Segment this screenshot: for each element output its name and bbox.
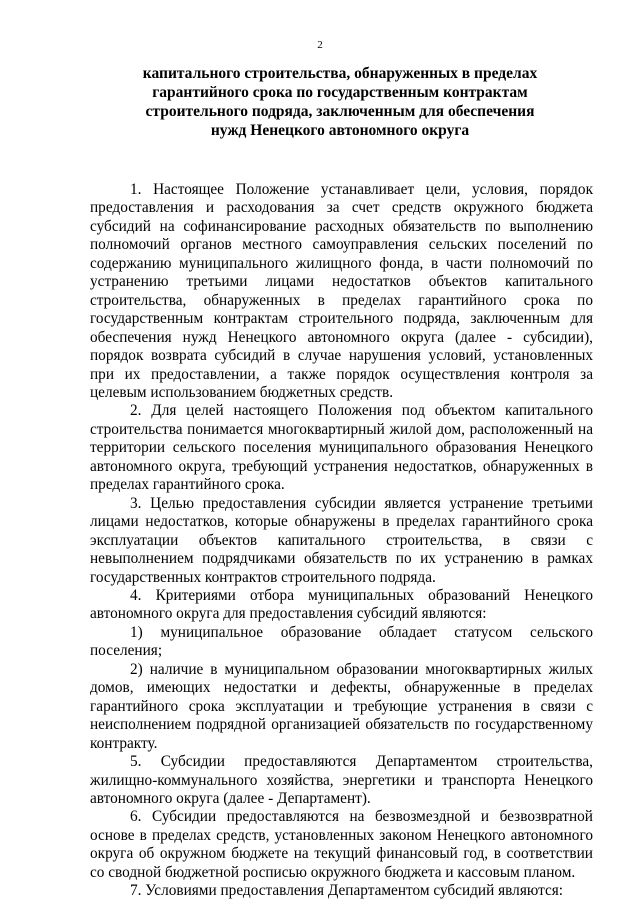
paragraph-4-item-1: 1) муниципальное образование обладает статусом сельского поселения; [90, 623, 593, 660]
document-title [120, 64, 560, 140]
page-number: 2 [317, 39, 323, 51]
paragraph-2: 2. Для целей настоящего Положения под объектом капитального строительства понимается многоквартирный жилой дом, расположенный на территории сельского поселения муниципального образования Ненецкого автономного округа, требующий устранения недостатков, обнаруженных в пределах гарантийного срока. [90, 402, 593, 494]
paragraph-4-item-2: 2) наличие в муниципальном образовании многоквартирных жилых домов, имеющих недостатки и дефекты, обнаруженные в пределах гарантийного срока эксплуатации и требующие устранения в связи с неисполнением подрядной организацией обязательств по государственному контракту. [90, 660, 593, 752]
paragraph-3: 3. Целью предоставления субсидии является устранение третьими лицами недостатков, которые обнаружены в пределах гарантийного срока эксплуатации объектов капитального строительства, в связи с невыполнением подрядчиками обязательств по их устранению в рамках государственных контрактов строительного подряда. [90, 494, 593, 586]
paragraph-6: 6. Субсидии предоставляются на безвозмездной и безвозвратной основе в пределах средств, установленных законом Ненецкого автономного округа об окружном бюджете на текущий финансовый год, в соответствии со сводной бюджетной росписью окружного бюджета и кассовым планом. [90, 808, 593, 881]
paragraph-7: 7. Условиями предоставления Департаментом субсидий являются: [130, 882, 564, 900]
title-line: строительного подряда, заключенным для обеспечения [145, 103, 535, 120]
title-line: капитального строительства, обнаруженных в пределах [142, 65, 538, 82]
paragraph-4: 4. Критериями отбора муниципальных образований Ненецкого автономного округа для предоставления субсидий являются: [90, 586, 593, 623]
paragraph-5: 5. Субсидии предоставляются Департаментом строительства, жилищно-коммунального хозяйства, энергетики и транспорта Ненецкого автономного округа (далее - Департамент). [90, 753, 593, 807]
document-body [90, 181, 593, 901]
paragraph-1: 1. Настоящее Положение устанавливает цели, условия, порядок предоставления и расходования за счет средств окружного бюджета субсидий на софинансирование расходных обязательств по выполнению полномочий органов местного самоуправления сельских поселений по содержанию муниципального жилищного фонда, в части полномочий по устранению третьими лицами недостатков объектов капитального строительства, обнаруженных в пределах гарантийного срока по государственным контрактам строительного подряда, заключенным для обеспечения нужд Ненецкого автономного округа (далее - субсидии), порядок возврата субсидий в случае нарушения условий, установленных при их предоставлении, а также порядок осуществления контроля за целевым использованием бюджетных средств. [90, 181, 593, 401]
title-line: нужд Ненецкого автономного округа [210, 122, 470, 139]
title-line: гарантийного срока по государственным контрактам [152, 84, 528, 101]
